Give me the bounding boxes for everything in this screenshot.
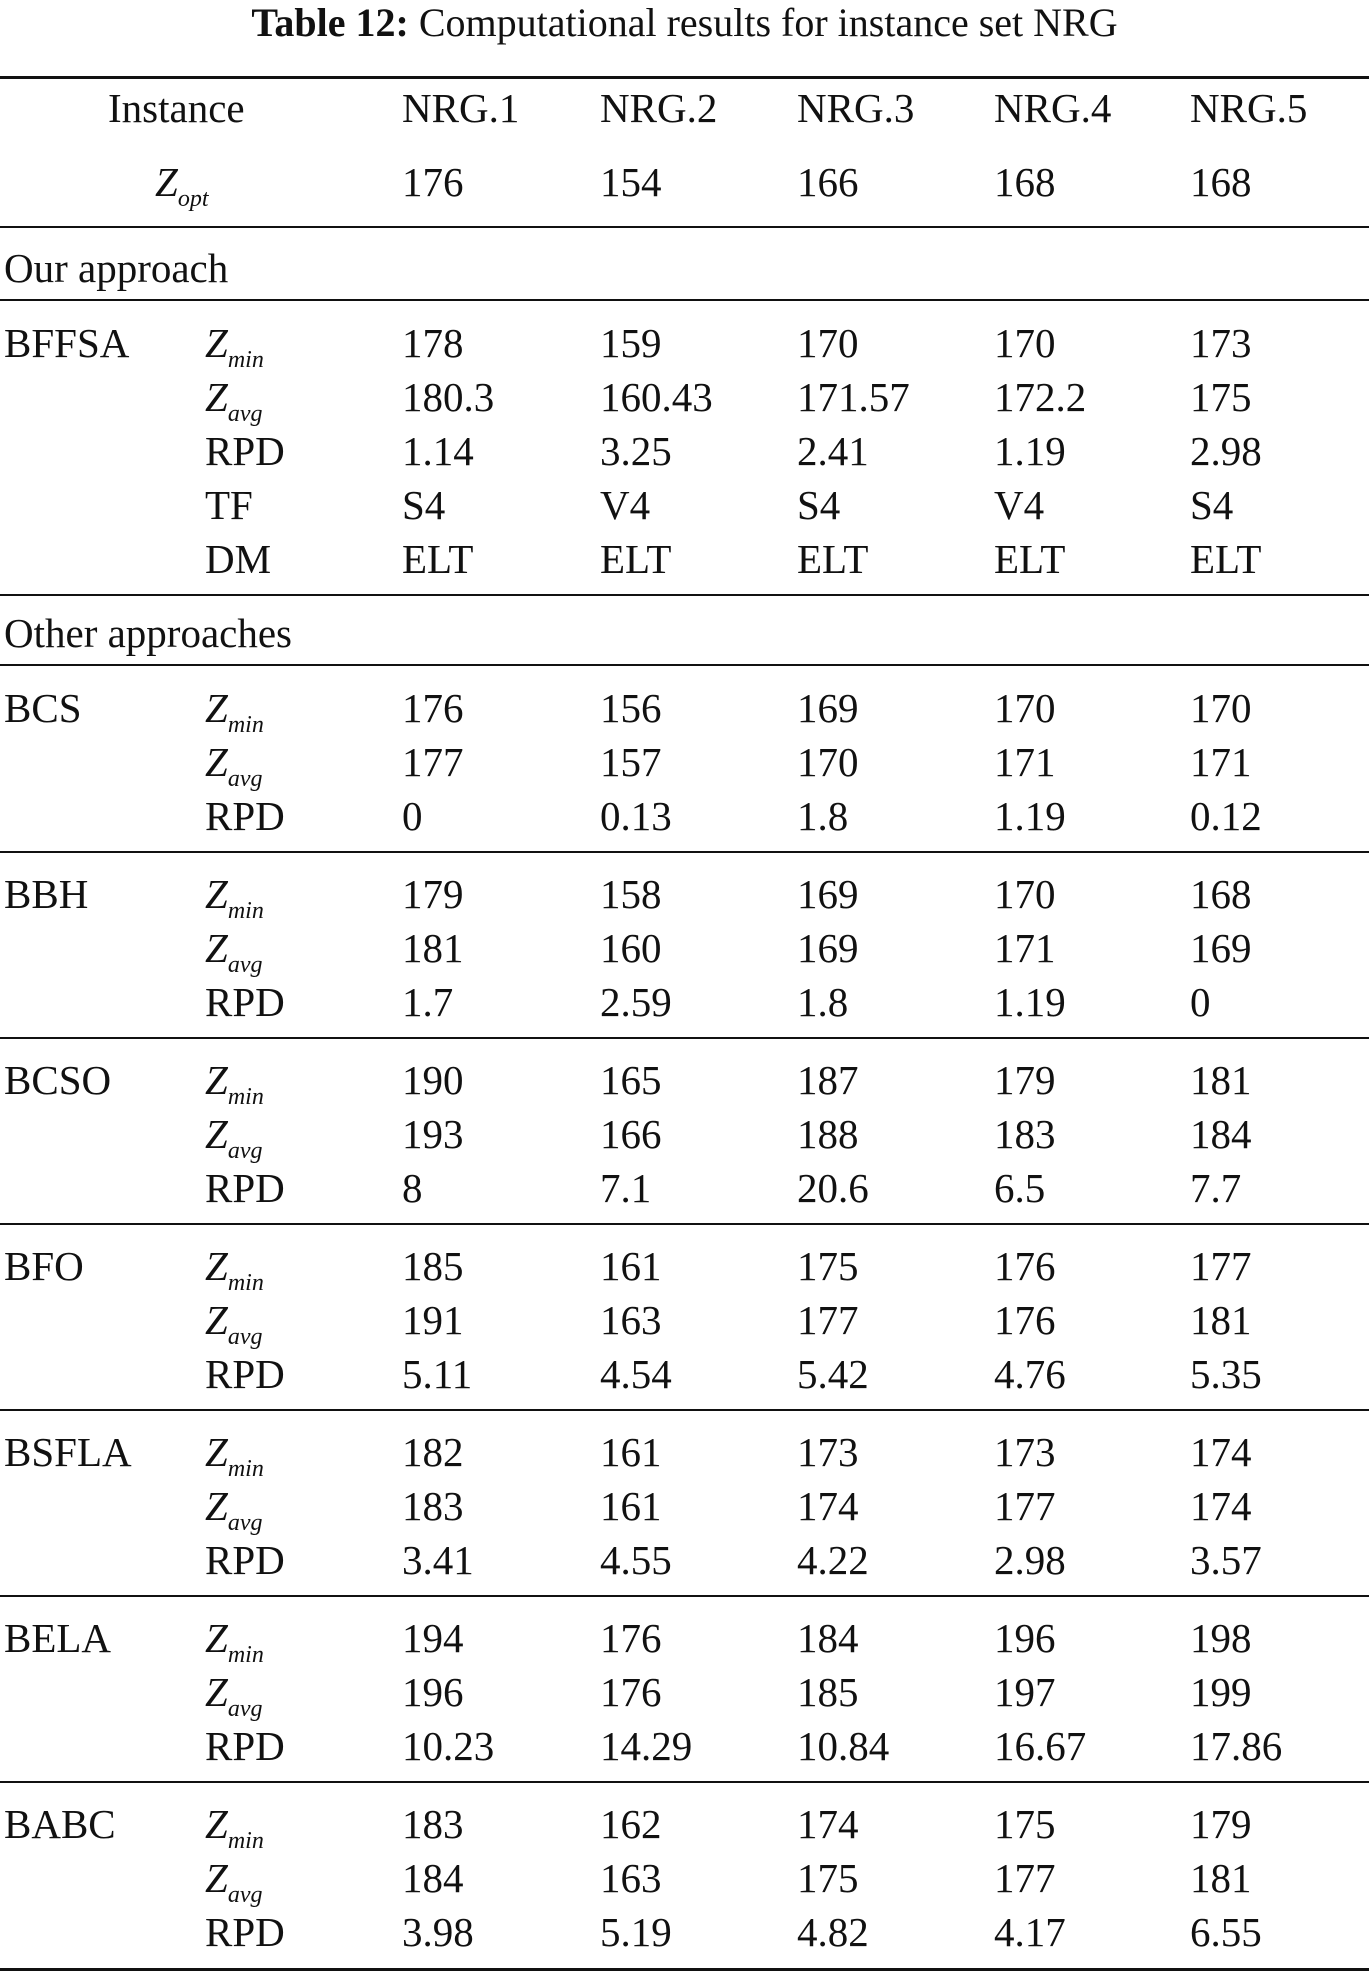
table-cell: 17.86: [1190, 1723, 1283, 1769]
column-header-nrg-3: NRG.3: [797, 85, 915, 131]
table-cell: 171.57: [797, 374, 910, 420]
table-cell: 14.29: [600, 1723, 693, 1769]
z-subscript: min: [227, 1456, 264, 1482]
metric-z-min: [205, 1056, 264, 1110]
table-cell: 1.19: [994, 979, 1066, 1025]
table-cell: 175: [797, 1243, 859, 1289]
z-symbol: Z: [205, 1057, 228, 1103]
metric-z-min: [205, 319, 264, 373]
table-cell: 4.55: [600, 1537, 672, 1583]
table-cell: 6.5: [994, 1165, 1046, 1211]
table-cell: 0: [402, 793, 423, 839]
table-caption: [0, 0, 1369, 50]
zopt-value: 176: [402, 159, 464, 205]
table-cell: 4.76: [994, 1351, 1066, 1397]
table-cell: 1.8: [797, 793, 849, 839]
table-cell: 4.54: [600, 1351, 672, 1397]
table-cell: 182: [402, 1429, 464, 1475]
z-symbol: Z: [155, 159, 178, 205]
method-name-bcs: BCS: [4, 685, 82, 731]
metric-z-min: [205, 1242, 264, 1296]
table-cell: 191: [402, 1297, 464, 1343]
z-subscript: avg: [227, 1324, 263, 1350]
metric-z-min: [205, 1800, 264, 1854]
table-cell: 176: [994, 1243, 1056, 1289]
table-cell: 199: [1190, 1669, 1252, 1715]
table-cell: 1.14: [402, 428, 474, 474]
caption-text: Computational results for instance set NRG: [418, 0, 1118, 45]
table-cell: 170: [797, 739, 859, 785]
metric-z-min: [205, 684, 264, 738]
metric-tf: TF: [205, 482, 253, 528]
metric-rpd: RPD: [205, 1165, 285, 1211]
table-rule: [0, 76, 1369, 79]
table-cell: 172.2: [994, 374, 1087, 420]
caption-label: Table 12:: [251, 0, 409, 45]
metric-rpd: RPD: [205, 1537, 285, 1583]
table-cell: 10.84: [797, 1723, 890, 1769]
metric-z-avg: [205, 738, 263, 792]
metric-z-avg: [205, 1110, 263, 1164]
table-cell: 177: [994, 1855, 1056, 1901]
table-cell: 166: [600, 1111, 662, 1157]
table-cell: 194: [402, 1615, 464, 1661]
table-cell: 193: [402, 1111, 464, 1157]
table-cell: 10.23: [402, 1723, 495, 1769]
table-cell: 4.22: [797, 1537, 869, 1583]
table-cell: 175: [797, 1855, 859, 1901]
table-cell: 5.19: [600, 1909, 672, 1955]
metric-z-avg: [205, 373, 263, 427]
method-name-bela: BELA: [4, 1615, 112, 1661]
table-cell: 190: [402, 1057, 464, 1103]
table-cell: 178: [402, 320, 464, 366]
table-cell: 161: [600, 1243, 662, 1289]
table-cell: ELT: [600, 536, 672, 582]
table-cell: ELT: [402, 536, 474, 582]
table-cell: 5.42: [797, 1351, 869, 1397]
metric-rpd: RPD: [205, 1351, 285, 1397]
z-subscript: avg: [227, 1696, 263, 1722]
table-cell: 161: [600, 1429, 662, 1475]
table-cell: ELT: [1190, 536, 1262, 582]
table-cell: 171: [994, 925, 1056, 971]
table-cell: 169: [1190, 925, 1252, 971]
table-cell: 2.98: [1190, 428, 1262, 474]
table-cell: 16.67: [994, 1723, 1087, 1769]
table-cell: 183: [402, 1483, 464, 1529]
table-cell: 7.7: [1190, 1165, 1242, 1211]
table-cell: 0.12: [1190, 793, 1262, 839]
table-cell: 177: [1190, 1243, 1252, 1289]
table-cell: V4: [994, 482, 1045, 528]
table-cell: 188: [797, 1111, 859, 1157]
zopt-value: 168: [994, 159, 1056, 205]
table-cell: 20.6: [797, 1165, 869, 1211]
table-cell: 165: [600, 1057, 662, 1103]
z-symbol: Z: [205, 320, 228, 366]
method-name-bcso: BCSO: [4, 1057, 112, 1103]
table-cell: 184: [797, 1615, 859, 1661]
metric-rpd: RPD: [205, 1723, 285, 1769]
table-cell: 0: [1190, 979, 1211, 1025]
z-symbol: Z: [205, 685, 228, 731]
table-cell: 198: [1190, 1615, 1252, 1661]
z-subscript: min: [227, 1828, 264, 1854]
table-cell: 3.57: [1190, 1537, 1262, 1583]
table-cell: 163: [600, 1855, 662, 1901]
z-subscript: min: [227, 712, 264, 738]
table-cell: 174: [1190, 1429, 1252, 1475]
z-subscript: min: [227, 898, 264, 924]
table-cell: 185: [797, 1669, 859, 1715]
table-cell: 176: [600, 1615, 662, 1661]
table-cell: 181: [1190, 1057, 1252, 1103]
metric-z-avg: [205, 1854, 263, 1908]
table-cell: 159: [600, 320, 662, 366]
column-header-nrg-1: NRG.1: [402, 85, 520, 131]
table-cell: 185: [402, 1243, 464, 1289]
table-cell: 0.13: [600, 793, 672, 839]
z-symbol: Z: [205, 871, 228, 917]
table-cell: 170: [994, 685, 1056, 731]
table-cell: 160: [600, 925, 662, 971]
table-cell: 177: [994, 1483, 1056, 1529]
z-subscript: min: [227, 1270, 264, 1296]
table-cell: 2.59: [600, 979, 672, 1025]
method-name-bffsa: BFFSA: [4, 320, 130, 366]
table-cell: 1.19: [994, 428, 1066, 474]
table-cell: 161: [600, 1483, 662, 1529]
column-header-nrg-5: NRG.5: [1190, 85, 1308, 131]
table-cell: 170: [994, 871, 1056, 917]
table-cell: 179: [1190, 1801, 1252, 1847]
table-cell: 183: [994, 1111, 1056, 1157]
z-symbol: Z: [205, 1429, 228, 1475]
table-cell: 4.17: [994, 1909, 1066, 1955]
method-name-babc: BABC: [4, 1801, 116, 1847]
table-cell: 179: [402, 871, 464, 917]
table-cell: 179: [994, 1057, 1056, 1103]
z-subscript: min: [227, 1642, 264, 1668]
zopt-value: 168: [1190, 159, 1252, 205]
table-cell: 170: [797, 320, 859, 366]
table-cell: 7.1: [600, 1165, 652, 1211]
method-name-bfo: BFO: [4, 1243, 84, 1289]
table-cell: 174: [797, 1801, 859, 1847]
table-cell: 2.41: [797, 428, 869, 474]
z-symbol: Z: [205, 1669, 228, 1715]
table-cell: 5.35: [1190, 1351, 1262, 1397]
z-symbol: Z: [205, 739, 228, 785]
table-cell: 3.98: [402, 1909, 474, 1955]
table-cell: 157: [600, 739, 662, 785]
table-cell: ELT: [994, 536, 1066, 582]
table-rule: [0, 664, 1369, 666]
table-rule: [0, 1223, 1369, 1225]
z-subscript: avg: [227, 401, 263, 427]
table-cell: 4.82: [797, 1909, 869, 1955]
table-rule: [0, 299, 1369, 301]
metric-z-min: [205, 1428, 264, 1482]
z-subscript: avg: [227, 1138, 263, 1164]
table-cell: S4: [797, 482, 841, 528]
zopt-label: [155, 158, 209, 212]
z-subscript: avg: [227, 952, 263, 978]
method-name-bbh: BBH: [4, 871, 89, 917]
table-cell: 156: [600, 685, 662, 731]
table-cell: 181: [1190, 1855, 1252, 1901]
z-symbol: Z: [205, 1801, 228, 1847]
metric-z-min: [205, 1614, 264, 1668]
table-cell: 1.7: [402, 979, 454, 1025]
z-symbol: Z: [205, 1483, 228, 1529]
table-cell: 187: [797, 1057, 859, 1103]
z-subscript: avg: [227, 1510, 263, 1536]
table-cell: 171: [994, 739, 1056, 785]
table-cell: 8: [402, 1165, 423, 1211]
z-subscript: min: [227, 1084, 264, 1110]
z-symbol: Z: [205, 1111, 228, 1157]
z-subscript: avg: [227, 1882, 263, 1908]
table-cell: 184: [1190, 1111, 1252, 1157]
metric-z-avg: [205, 1296, 263, 1350]
table-cell: 3.41: [402, 1537, 474, 1583]
table-cell: 6.55: [1190, 1909, 1262, 1955]
z-symbol: Z: [205, 1243, 228, 1289]
z-symbol: Z: [205, 1615, 228, 1661]
table-cell: 162: [600, 1801, 662, 1847]
metric-rpd: RPD: [205, 1909, 285, 1955]
z-symbol: Z: [205, 374, 228, 420]
z-subscript: min: [227, 347, 264, 373]
table-cell: 176: [994, 1297, 1056, 1343]
table-cell: 160.43: [600, 374, 713, 420]
metric-z-avg: [205, 924, 263, 978]
table-cell: 2.98: [994, 1537, 1066, 1583]
table-cell: 180.3: [402, 374, 495, 420]
zopt-value: 166: [797, 159, 859, 205]
table-cell: 170: [994, 320, 1056, 366]
header-instance: Instance: [108, 85, 245, 131]
table-cell: 5.11: [402, 1351, 473, 1397]
table-cell: 183: [402, 1801, 464, 1847]
table-cell: 177: [797, 1297, 859, 1343]
table-cell: 174: [797, 1483, 859, 1529]
metric-z-avg: [205, 1482, 263, 1536]
z-subscript: opt: [177, 186, 209, 212]
table-cell: 169: [797, 685, 859, 731]
z-symbol: Z: [205, 925, 228, 971]
table-cell: 174: [1190, 1483, 1252, 1529]
table-cell: 176: [600, 1669, 662, 1715]
table-cell: 170: [1190, 685, 1252, 731]
table-cell: 3.25: [600, 428, 672, 474]
z-symbol: Z: [205, 1297, 228, 1343]
metric-rpd: RPD: [205, 793, 285, 839]
table-cell: 181: [402, 925, 464, 971]
table-cell: 196: [994, 1615, 1056, 1661]
table-cell: 1.19: [994, 793, 1066, 839]
metric-dm: DM: [205, 536, 272, 582]
metric-z-min: [205, 870, 264, 924]
method-name-bsfla: BSFLA: [4, 1429, 132, 1475]
table-cell: 177: [402, 739, 464, 785]
table-rule: [0, 594, 1369, 596]
table-cell: 171: [1190, 739, 1252, 785]
table-rule: [0, 1781, 1369, 1783]
table-cell: S4: [1190, 482, 1234, 528]
table-cell: 1.8: [797, 979, 849, 1025]
table-cell: 163: [600, 1297, 662, 1343]
table-cell: 158: [600, 871, 662, 917]
z-symbol: Z: [205, 1855, 228, 1901]
table-cell: 173: [1190, 320, 1252, 366]
z-subscript: avg: [227, 766, 263, 792]
metric-rpd: RPD: [205, 979, 285, 1025]
table-cell: 176: [402, 685, 464, 731]
table-cell: 173: [994, 1429, 1056, 1475]
table-rule: [0, 1595, 1369, 1597]
metric-z-avg: [205, 1668, 263, 1722]
table-cell: V4: [600, 482, 651, 528]
table-cell: 175: [1190, 374, 1252, 420]
table-cell: 196: [402, 1669, 464, 1715]
table-cell: 175: [994, 1801, 1056, 1847]
table-cell: 197: [994, 1669, 1056, 1715]
table-cell: 181: [1190, 1297, 1252, 1343]
metric-rpd: RPD: [205, 428, 285, 474]
table-cell: S4: [402, 482, 446, 528]
column-header-nrg-2: NRG.2: [600, 85, 718, 131]
table-cell: 184: [402, 1855, 464, 1901]
table-cell: 169: [797, 925, 859, 971]
table-rule: [0, 1037, 1369, 1039]
table-cell: 168: [1190, 871, 1252, 917]
section-title: Other approaches: [4, 610, 293, 656]
section-title: Our approach: [4, 245, 229, 291]
table-cell: ELT: [797, 536, 869, 582]
table-rule: [0, 226, 1369, 228]
table-cell: 173: [797, 1429, 859, 1475]
table-rule: [0, 1409, 1369, 1411]
table-rule: [0, 851, 1369, 853]
table-cell: 169: [797, 871, 859, 917]
column-header-nrg-4: NRG.4: [994, 85, 1112, 131]
zopt-value: 154: [600, 159, 662, 205]
